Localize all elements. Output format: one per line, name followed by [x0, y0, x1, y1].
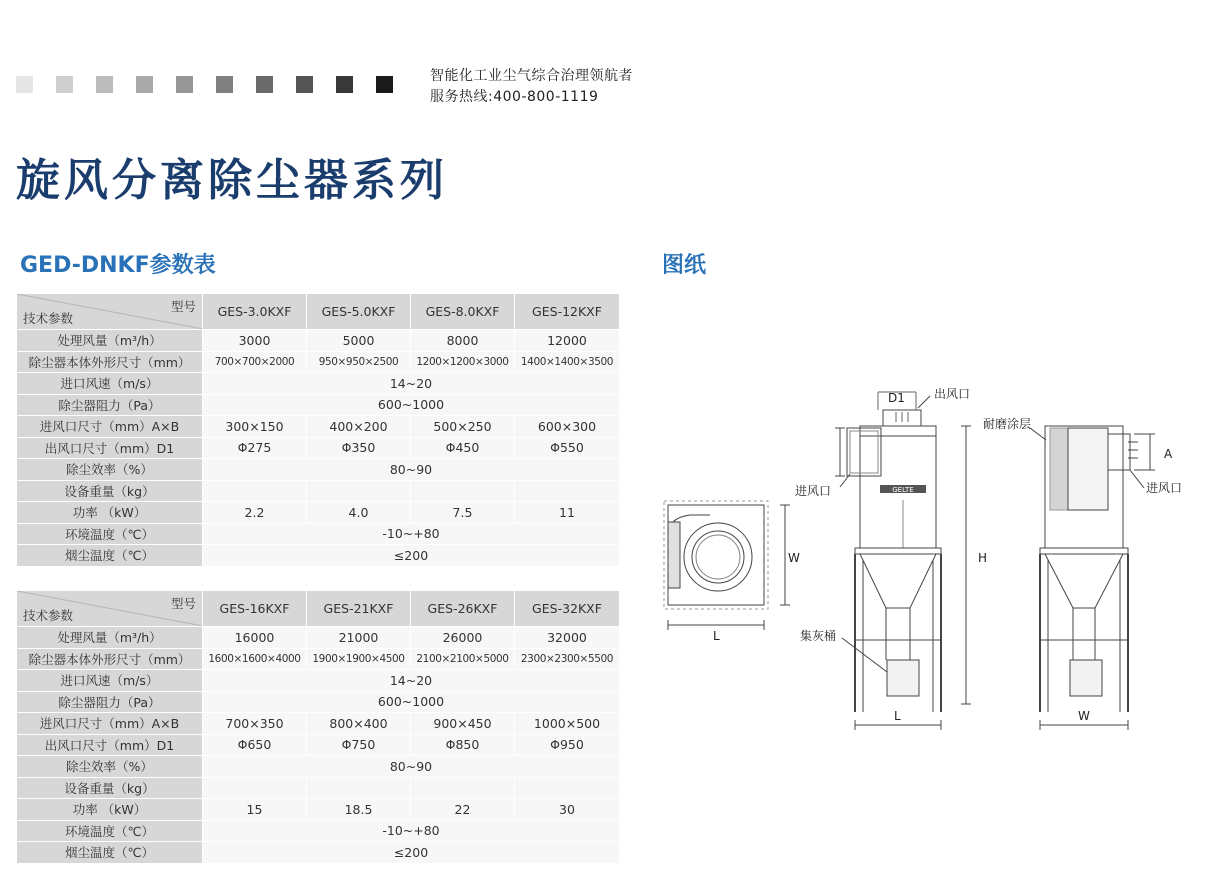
row-label: 进风口尺寸（mm）A×B [17, 713, 203, 735]
front-view [835, 392, 971, 730]
row-size [17, 351, 620, 373]
row-label: 环境温度（℃） [17, 523, 203, 545]
value-cell: 700×700×2000 [203, 351, 307, 373]
model-label: 型号 [170, 299, 196, 314]
value-cell: 500×250 [411, 416, 515, 438]
row-dust-temp [17, 842, 620, 864]
value-cell: Φ550 [515, 437, 620, 459]
value-cell: 14~20 [203, 670, 620, 692]
value-cell: 300×150 [203, 416, 307, 438]
top-view [664, 501, 790, 630]
row-inlet-size [17, 713, 620, 735]
spec-table-1 [16, 293, 620, 567]
value-cell: 26000 [411, 627, 515, 649]
row-label: 除尘器本体外形尺寸（mm） [17, 648, 203, 670]
value-cell: Φ650 [203, 734, 307, 756]
row-label: 出风口尺寸（mm）D1 [17, 437, 203, 459]
value-cell [515, 480, 620, 502]
value-cell: 80~90 [203, 756, 620, 778]
square-5 [176, 76, 193, 93]
value-cell: 22 [411, 799, 515, 821]
tagline: 智能化工业尘气综合治理领航者 [430, 68, 633, 84]
row-label: 进口风速（m/s） [17, 373, 203, 395]
value-cell [411, 777, 515, 799]
row-weight [17, 777, 620, 799]
row-label: 出风口尺寸（mm）D1 [17, 734, 203, 756]
row-label: 设备重量（kg） [17, 777, 203, 799]
row-outlet-size [17, 734, 620, 756]
model-cell: GES-8.0KXF [411, 294, 515, 330]
row-resistance [17, 691, 620, 713]
value-cell: Φ350 [307, 437, 411, 459]
row-label: 设备重量（kg） [17, 480, 203, 502]
value-cell: 21000 [307, 627, 411, 649]
value-cell: -10~+80 [203, 523, 620, 545]
row-label: 烟尘温度（℃） [17, 545, 203, 567]
value-cell: 950×950×2500 [307, 351, 411, 373]
value-cell: 8000 [411, 330, 515, 352]
row-weight [17, 480, 620, 502]
value-cell: 18.5 [307, 799, 411, 821]
table-header-row [17, 294, 620, 330]
row-label: 除尘器阻力（Pa） [17, 394, 203, 416]
value-cell: Φ750 [307, 734, 411, 756]
value-cell: 16000 [203, 627, 307, 649]
value-cell: 12000 [515, 330, 620, 352]
page-title: 旋风分离除尘器系列 [16, 155, 448, 206]
square-10 [376, 76, 393, 93]
row-label: 除尘效率（%） [17, 756, 203, 778]
label-inlet-left: 进风口 [795, 484, 832, 498]
drawing-section-title: 图纸 [662, 253, 707, 278]
model-cell: GES-12KXF [515, 294, 620, 330]
label-dim-l: L [713, 629, 720, 643]
value-cell: 80~90 [203, 459, 620, 481]
row-label: 除尘器阻力（Pa） [17, 691, 203, 713]
row-power [17, 502, 620, 524]
row-label: 功率 （kW） [17, 502, 203, 524]
square-4 [136, 76, 153, 93]
row-inlet-speed [17, 670, 620, 692]
row-inlet-speed [17, 373, 620, 395]
value-cell: Φ450 [411, 437, 515, 459]
value-cell: 2.2 [203, 502, 307, 524]
value-cell: ≤200 [203, 842, 620, 864]
value-cell: 900×450 [411, 713, 515, 735]
label-dim-a: A [1164, 447, 1173, 461]
square-1 [16, 76, 33, 93]
row-dust-temp [17, 545, 620, 567]
row-label: 处理风量（m³/h） [17, 627, 203, 649]
label-dim-w-side: W [1078, 709, 1090, 723]
value-cell: -10~+80 [203, 820, 620, 842]
value-cell: 30 [515, 799, 620, 821]
value-cell: 5000 [307, 330, 411, 352]
model-cell: GES-26KXF [411, 591, 515, 627]
corner-cell [17, 294, 203, 330]
model-cell: GES-3.0KXF [203, 294, 307, 330]
label-dim-w: W [788, 551, 800, 565]
row-outlet-size [17, 437, 620, 459]
value-cell [307, 480, 411, 502]
table-header-row [17, 591, 620, 627]
row-size [17, 648, 620, 670]
label-hopper: 集灰桶 [800, 629, 837, 643]
corner-cell [17, 591, 203, 627]
value-cell: 600~1000 [203, 394, 620, 416]
row-label: 环境温度（℃） [17, 820, 203, 842]
row-env-temp [17, 523, 620, 545]
value-cell [515, 777, 620, 799]
row-label: 除尘效率（%） [17, 459, 203, 481]
value-cell: 7.5 [411, 502, 515, 524]
label-dim-l-front: L [894, 709, 901, 723]
row-power [17, 799, 620, 821]
model-cell: GES-16KXF [203, 591, 307, 627]
value-cell [203, 480, 307, 502]
square-8 [296, 76, 313, 93]
decorative-squares [16, 76, 416, 93]
row-label: 功率 （kW） [17, 799, 203, 821]
label-outlet: 出风口 [934, 387, 971, 401]
label-dim-h: H [978, 551, 988, 565]
row-efficiency [17, 756, 620, 778]
value-cell [411, 480, 515, 502]
row-efficiency [17, 459, 620, 481]
value-cell: 700×350 [203, 713, 307, 735]
value-cell [307, 777, 411, 799]
label-coating: 耐磨涂层 [983, 417, 1032, 431]
square-9 [336, 76, 353, 93]
param-label: 技术参数 [23, 608, 74, 623]
value-cell: Φ850 [411, 734, 515, 756]
model-label: 型号 [170, 596, 196, 611]
model-cell: GES-32KXF [515, 591, 620, 627]
value-cell: Φ950 [515, 734, 620, 756]
square-7 [256, 76, 273, 93]
label-inlet-right: 进风口 [1146, 481, 1183, 495]
value-cell: 14~20 [203, 373, 620, 395]
value-cell: ≤200 [203, 545, 620, 567]
row-label: 进风口尺寸（mm）A×B [17, 416, 203, 438]
value-cell: 15 [203, 799, 307, 821]
value-cell: Φ275 [203, 437, 307, 459]
param-label: 技术参数 [23, 311, 74, 326]
value-cell: 32000 [515, 627, 620, 649]
value-cell: 600×300 [515, 416, 620, 438]
hotline: 服务热线:400-800-1119 [430, 89, 599, 105]
row-env-temp [17, 820, 620, 842]
value-cell: 400×200 [307, 416, 411, 438]
spec-table-2 [16, 590, 620, 864]
value-cell: 1200×1200×3000 [411, 351, 515, 373]
table-section-title: GED-DNKF参数表 [20, 253, 216, 278]
square-2 [56, 76, 73, 93]
row-label: 烟尘温度（℃） [17, 842, 203, 864]
value-cell: 4.0 [307, 502, 411, 524]
value-cell: 600~1000 [203, 691, 620, 713]
label-d1: D1 [888, 391, 905, 405]
value-cell: 800×400 [307, 713, 411, 735]
row-airflow [17, 627, 620, 649]
row-airflow [17, 330, 620, 352]
row-label: 处理风量（m³/h） [17, 330, 203, 352]
row-inlet-size [17, 416, 620, 438]
value-cell [203, 777, 307, 799]
model-cell: GES-5.0KXF [307, 294, 411, 330]
brand-text: GELTE [892, 486, 914, 494]
value-cell: 2300×2300×5500 [515, 648, 620, 670]
value-cell: 1600×1600×4000 [203, 648, 307, 670]
model-cell: GES-21KXF [307, 591, 411, 627]
square-6 [216, 76, 233, 93]
row-label: 除尘器本体外形尺寸（mm） [17, 351, 203, 373]
cyclone-technical-drawing [650, 370, 1195, 735]
header-tagline-block [430, 66, 633, 108]
value-cell: 11 [515, 502, 620, 524]
row-resistance [17, 394, 620, 416]
value-cell: 1400×1400×3500 [515, 351, 620, 373]
side-view [1030, 426, 1155, 730]
value-cell: 1900×1900×4500 [307, 648, 411, 670]
value-cell: 2100×2100×5000 [411, 648, 515, 670]
square-3 [96, 76, 113, 93]
value-cell: 1000×500 [515, 713, 620, 735]
row-label: 进口风速（m/s） [17, 670, 203, 692]
value-cell: 3000 [203, 330, 307, 352]
